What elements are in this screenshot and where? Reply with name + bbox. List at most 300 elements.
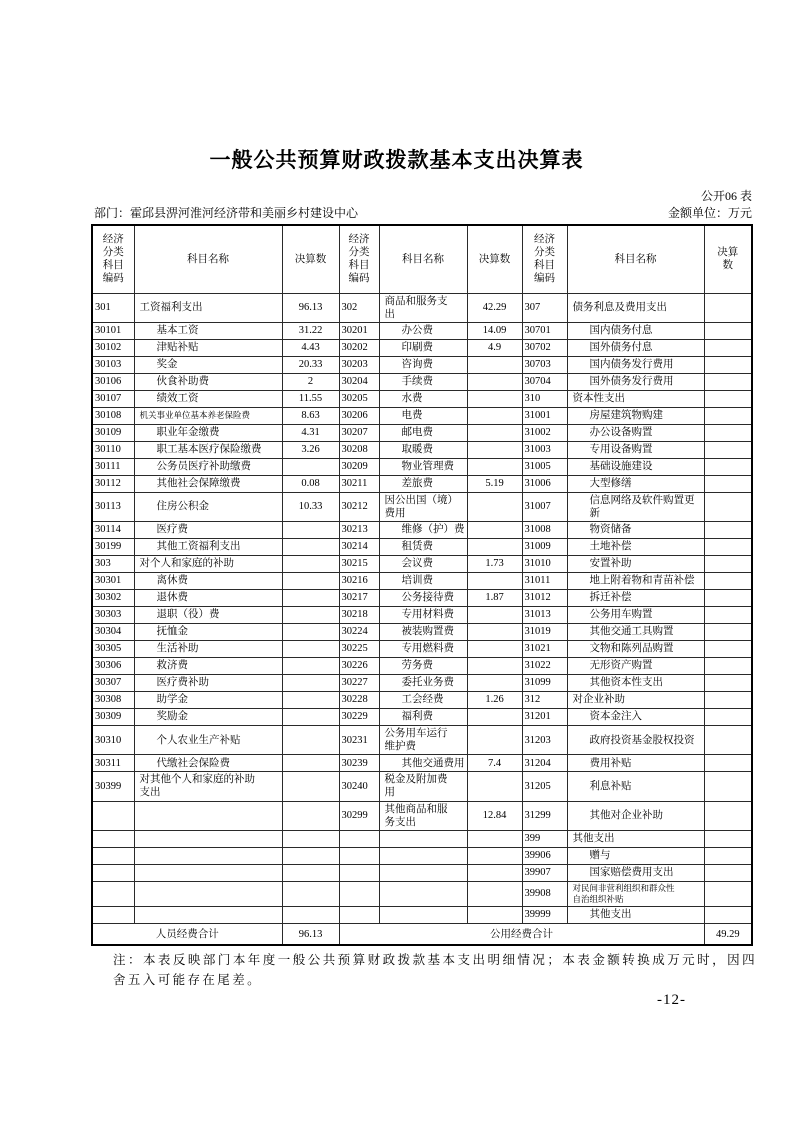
value-cell <box>704 293 752 322</box>
name-cell: 机关事业单位基本养老保险费 <box>134 407 282 424</box>
code-cell: 301 <box>92 293 134 322</box>
code-cell: 30701 <box>522 322 567 339</box>
value-cell <box>467 830 522 847</box>
value-cell: 4.43 <box>282 339 339 356</box>
code-cell: 39908 <box>522 881 567 906</box>
value-cell <box>282 590 339 607</box>
name-cell: 医疗费 <box>134 522 282 539</box>
code-cell: 307 <box>522 293 567 322</box>
name-cell: 租赁费 <box>379 539 467 556</box>
value-cell <box>704 356 752 373</box>
value-cell <box>467 675 522 692</box>
code-cell <box>92 847 134 864</box>
code-cell: 30213 <box>339 522 379 539</box>
name-cell: 咨询费 <box>379 356 467 373</box>
code-cell <box>92 830 134 847</box>
value-cell <box>467 726 522 755</box>
name-cell <box>379 881 467 906</box>
value-cell: 0.08 <box>282 475 339 492</box>
value-cell <box>704 607 752 624</box>
code-cell: 312 <box>522 692 567 709</box>
value-cell <box>282 607 339 624</box>
name-cell: 其他社会保障缴费 <box>134 475 282 492</box>
code-cell: 31299 <box>522 801 567 830</box>
value-cell <box>704 322 752 339</box>
value-cell <box>704 881 752 906</box>
value-cell <box>704 709 752 726</box>
table-code-label: 公开06 表 <box>700 189 752 203</box>
table-row <box>92 424 752 441</box>
name-cell: 房屋建筑物购建 <box>567 407 704 424</box>
name-cell: 政府投资基金股权投资 <box>567 726 704 755</box>
name-cell <box>379 847 467 864</box>
code-cell: 30704 <box>522 373 567 390</box>
value-cell <box>704 492 752 521</box>
value-cell <box>467 624 522 641</box>
value-cell <box>467 390 522 407</box>
header-value-2: 决算数 <box>467 225 522 293</box>
name-cell: 因公出国（境）费用 <box>379 492 467 521</box>
name-cell: 公务接待费 <box>379 590 467 607</box>
table-row <box>92 539 752 556</box>
name-cell <box>134 847 282 864</box>
value-cell <box>704 475 752 492</box>
code-cell: 39906 <box>522 847 567 864</box>
code-cell: 31203 <box>522 726 567 755</box>
name-cell: 救济费 <box>134 658 282 675</box>
code-cell: 31010 <box>522 556 567 573</box>
code-cell: 30309 <box>92 709 134 726</box>
value-cell <box>282 709 339 726</box>
name-cell: 对个人和家庭的补助 <box>134 556 282 573</box>
code-cell: 31003 <box>522 441 567 458</box>
value-cell <box>467 539 522 556</box>
table-row <box>92 755 752 772</box>
code-cell: 30303 <box>92 607 134 624</box>
value-cell <box>282 641 339 658</box>
table-row <box>92 641 752 658</box>
value-cell <box>704 522 752 539</box>
name-cell <box>134 906 282 923</box>
value-cell: 1.26 <box>467 692 522 709</box>
table-row <box>92 624 752 641</box>
value-cell <box>467 709 522 726</box>
table-row <box>92 339 752 356</box>
value-cell <box>704 424 752 441</box>
code-cell <box>339 906 379 923</box>
code-cell: 30101 <box>92 322 134 339</box>
value-cell <box>704 772 752 801</box>
name-cell: 伙食补助费 <box>134 373 282 390</box>
table-header-row <box>92 225 752 293</box>
code-cell: 30239 <box>339 755 379 772</box>
table-row <box>92 390 752 407</box>
name-cell: 基础设施建设 <box>567 458 704 475</box>
header-name-3: 科目名称 <box>567 225 704 293</box>
code-cell: 30111 <box>92 458 134 475</box>
code-cell: 39999 <box>522 906 567 923</box>
name-cell: 奖金 <box>134 356 282 373</box>
name-cell: 物业管理费 <box>379 458 467 475</box>
value-cell <box>704 801 752 830</box>
value-cell <box>704 906 752 923</box>
table-row <box>92 492 752 521</box>
code-cell <box>339 864 379 881</box>
name-cell: 被装购置费 <box>379 624 467 641</box>
value-cell <box>282 830 339 847</box>
budget-table <box>91 224 753 946</box>
table-row <box>92 864 752 881</box>
summary-row <box>92 923 752 945</box>
code-cell: 31021 <box>522 641 567 658</box>
table-row <box>92 692 752 709</box>
name-cell: 其他工资福利支出 <box>134 539 282 556</box>
code-cell: 30217 <box>339 590 379 607</box>
code-cell: 30112 <box>92 475 134 492</box>
code-cell: 30305 <box>92 641 134 658</box>
table-footer <box>92 923 752 945</box>
name-cell: 生活补助 <box>134 641 282 658</box>
value-cell <box>282 692 339 709</box>
value-cell <box>282 772 339 801</box>
code-cell <box>92 864 134 881</box>
table-row <box>92 441 752 458</box>
name-cell: 工会经费 <box>379 692 467 709</box>
name-cell: 商品和服务支出 <box>379 293 467 322</box>
code-cell: 30113 <box>92 492 134 521</box>
name-cell: 国外债务发行费用 <box>567 373 704 390</box>
value-cell: 3.26 <box>282 441 339 458</box>
value-cell <box>704 726 752 755</box>
table-row <box>92 293 752 322</box>
value-cell <box>282 556 339 573</box>
value-cell <box>467 522 522 539</box>
name-cell: 津贴补贴 <box>134 339 282 356</box>
public-total-value: 49.29 <box>704 923 752 945</box>
code-cell <box>339 847 379 864</box>
name-cell: 医疗费补助 <box>134 675 282 692</box>
code-cell: 30209 <box>339 458 379 475</box>
name-cell: 费用补贴 <box>567 755 704 772</box>
code-cell: 30201 <box>339 322 379 339</box>
code-cell: 30114 <box>92 522 134 539</box>
name-cell: 其他支出 <box>567 830 704 847</box>
name-cell: 取暖费 <box>379 441 467 458</box>
code-cell: 30199 <box>92 539 134 556</box>
note-text: 注：本表反映部门本年度一般公共预算财政拨款基本支出明细情况；本表金额转换成万元时，因四舍五入可能存在尾差。 <box>113 953 757 987</box>
code-cell: 30204 <box>339 373 379 390</box>
table-row <box>92 522 752 539</box>
table-row <box>92 772 752 801</box>
value-cell: 2 <box>282 373 339 390</box>
code-cell: 30703 <box>522 356 567 373</box>
value-cell: 8.63 <box>282 407 339 424</box>
value-cell: 5.19 <box>467 475 522 492</box>
value-cell: 11.55 <box>282 390 339 407</box>
table-row <box>92 556 752 573</box>
table-header <box>92 225 752 293</box>
value-cell <box>704 624 752 641</box>
table-row <box>92 709 752 726</box>
value-cell <box>282 864 339 881</box>
value-cell: 20.33 <box>282 356 339 373</box>
value-cell <box>704 441 752 458</box>
name-cell: 国家赔偿费用支出 <box>567 864 704 881</box>
name-cell: 离休费 <box>134 573 282 590</box>
name-cell: 专用燃料费 <box>379 641 467 658</box>
code-cell: 31008 <box>522 522 567 539</box>
code-cell: 302 <box>339 293 379 322</box>
header-code-2: 经济分类科目编码 <box>339 225 379 293</box>
name-cell: 资本性支出 <box>567 390 704 407</box>
code-cell: 30299 <box>339 801 379 830</box>
value-cell <box>704 407 752 424</box>
value-cell <box>467 864 522 881</box>
name-cell: 税金及附加费用 <box>379 772 467 801</box>
table-row <box>92 847 752 864</box>
value-cell <box>704 539 752 556</box>
code-cell: 30225 <box>339 641 379 658</box>
code-cell: 30208 <box>339 441 379 458</box>
code-cell: 31013 <box>522 607 567 624</box>
value-cell <box>282 522 339 539</box>
name-cell: 公务用车运行维护费 <box>379 726 467 755</box>
name-cell <box>379 830 467 847</box>
code-cell: 30205 <box>339 390 379 407</box>
code-cell <box>92 906 134 923</box>
table-row <box>92 458 752 475</box>
code-cell: 310 <box>522 390 567 407</box>
code-cell: 30301 <box>92 573 134 590</box>
public-total-label: 公用经费合计 <box>339 923 704 945</box>
table-row <box>92 356 752 373</box>
page-number: -12- <box>657 992 686 1008</box>
name-cell: 绩效工资 <box>134 390 282 407</box>
value-cell <box>704 556 752 573</box>
code-cell: 31012 <box>522 590 567 607</box>
value-cell: 7.4 <box>467 755 522 772</box>
code-cell: 39907 <box>522 864 567 881</box>
value-cell <box>467 441 522 458</box>
value-cell <box>467 772 522 801</box>
header-code-1: 经济分类科目编码 <box>92 225 134 293</box>
code-cell: 30702 <box>522 339 567 356</box>
table-row <box>92 322 752 339</box>
code-cell <box>339 830 379 847</box>
value-cell <box>282 906 339 923</box>
code-cell: 30215 <box>339 556 379 573</box>
unit-label: 金额单位：万元 <box>667 206 752 220</box>
value-cell <box>467 373 522 390</box>
value-cell <box>467 607 522 624</box>
value-cell <box>467 458 522 475</box>
code-cell: 30308 <box>92 692 134 709</box>
value-cell <box>467 424 522 441</box>
code-cell: 399 <box>522 830 567 847</box>
value-cell: 1.87 <box>467 590 522 607</box>
table-row <box>92 590 752 607</box>
name-cell: 安置补助 <box>567 556 704 573</box>
table-row <box>92 830 752 847</box>
table-row <box>92 658 752 675</box>
code-cell: 30211 <box>339 475 379 492</box>
value-cell <box>704 755 752 772</box>
code-cell: 30108 <box>92 407 134 424</box>
value-cell <box>467 356 522 373</box>
name-cell: 无形资产购置 <box>567 658 704 675</box>
value-cell: 1.73 <box>467 556 522 573</box>
value-cell <box>467 906 522 923</box>
name-cell: 国内债务发行费用 <box>567 356 704 373</box>
name-cell: 其他对企业补助 <box>567 801 704 830</box>
name-cell: 资本金注入 <box>567 709 704 726</box>
code-cell: 31006 <box>522 475 567 492</box>
name-cell: 手续费 <box>379 373 467 390</box>
value-cell <box>704 458 752 475</box>
name-cell: 对其他个人和家庭的补助支出 <box>134 772 282 801</box>
value-cell <box>704 573 752 590</box>
table-row <box>92 407 752 424</box>
name-cell: 其他商品和服务支出 <box>379 801 467 830</box>
code-cell: 31099 <box>522 675 567 692</box>
table-row <box>92 906 752 923</box>
code-cell <box>92 881 134 906</box>
code-cell: 31005 <box>522 458 567 475</box>
code-cell: 31019 <box>522 624 567 641</box>
name-cell: 水费 <box>379 390 467 407</box>
code-cell: 31201 <box>522 709 567 726</box>
value-cell <box>467 492 522 521</box>
code-cell: 30228 <box>339 692 379 709</box>
code-cell: 30307 <box>92 675 134 692</box>
value-cell <box>704 590 752 607</box>
code-cell: 30224 <box>339 624 379 641</box>
value-cell: 42.29 <box>467 293 522 322</box>
code-cell: 31009 <box>522 539 567 556</box>
code-cell: 30110 <box>92 441 134 458</box>
code-cell: 30310 <box>92 726 134 755</box>
page-title: 一般公共预算财政拨款基本支出决算表 <box>209 149 584 172</box>
value-cell <box>467 573 522 590</box>
name-cell: 信息网络及软件购置更新 <box>567 492 704 521</box>
meta-line <box>94 204 752 221</box>
name-cell: 福利费 <box>379 709 467 726</box>
name-cell: 专用材料费 <box>379 607 467 624</box>
name-cell: 电费 <box>379 407 467 424</box>
value-cell <box>282 881 339 906</box>
code-cell: 30306 <box>92 658 134 675</box>
value-cell <box>467 641 522 658</box>
value-cell <box>704 847 752 864</box>
name-cell: 赠与 <box>567 847 704 864</box>
code-cell: 30240 <box>339 772 379 801</box>
value-cell <box>704 339 752 356</box>
name-cell: 会议费 <box>379 556 467 573</box>
code-cell: 30216 <box>339 573 379 590</box>
header-code-3: 经济分类科目编码 <box>522 225 567 293</box>
name-cell <box>134 801 282 830</box>
name-cell: 利息补贴 <box>567 772 704 801</box>
budget-table-wrapper <box>91 224 753 946</box>
value-cell <box>282 658 339 675</box>
table-row <box>92 675 752 692</box>
name-cell: 办公费 <box>379 322 467 339</box>
code-cell: 30214 <box>339 539 379 556</box>
name-cell: 基本工资 <box>134 322 282 339</box>
value-cell <box>704 692 752 709</box>
code-cell: 31011 <box>522 573 567 590</box>
header-value-1: 决算数 <box>282 225 339 293</box>
code-cell: 303 <box>92 556 134 573</box>
value-cell <box>704 658 752 675</box>
name-cell: 其他交通工具购置 <box>567 624 704 641</box>
table-row <box>92 607 752 624</box>
code-cell: 30106 <box>92 373 134 390</box>
value-cell <box>704 373 752 390</box>
code-cell: 30207 <box>339 424 379 441</box>
code-cell: 30227 <box>339 675 379 692</box>
name-cell: 国外债务付息 <box>567 339 704 356</box>
name-cell: 委托业务费 <box>379 675 467 692</box>
table-body <box>92 293 752 923</box>
value-cell <box>704 830 752 847</box>
value-cell: 14.09 <box>467 322 522 339</box>
name-cell: 代缴社会保险费 <box>134 755 282 772</box>
name-cell: 对企业补助 <box>567 692 704 709</box>
table-row <box>92 373 752 390</box>
personnel-total-value: 96.13 <box>282 923 339 945</box>
name-cell: 拆迁补偿 <box>567 590 704 607</box>
name-cell: 奖励金 <box>134 709 282 726</box>
code-cell: 30302 <box>92 590 134 607</box>
value-cell <box>467 658 522 675</box>
value-cell <box>704 675 752 692</box>
value-cell <box>467 847 522 864</box>
name-cell: 职工基本医疗保险缴费 <box>134 441 282 458</box>
name-cell: 印刷费 <box>379 339 467 356</box>
name-cell <box>379 906 467 923</box>
name-cell: 维修（护）费 <box>379 522 467 539</box>
value-cell <box>704 864 752 881</box>
name-cell: 劳务费 <box>379 658 467 675</box>
value-cell <box>704 390 752 407</box>
value-cell: 4.9 <box>467 339 522 356</box>
value-cell <box>282 847 339 864</box>
code-cell: 30107 <box>92 390 134 407</box>
name-cell: 差旅费 <box>379 475 467 492</box>
value-cell: 12.84 <box>467 801 522 830</box>
value-cell <box>467 407 522 424</box>
code-cell: 30218 <box>339 607 379 624</box>
code-cell: 30109 <box>92 424 134 441</box>
value-cell: 4.31 <box>282 424 339 441</box>
value-cell: 96.13 <box>282 293 339 322</box>
name-cell: 物资储备 <box>567 522 704 539</box>
code-cell: 31001 <box>522 407 567 424</box>
code-cell: 31022 <box>522 658 567 675</box>
name-cell: 对民间非营利组织和群众性自治组织补贴 <box>567 881 704 906</box>
table-row <box>92 573 752 590</box>
code-cell: 31007 <box>522 492 567 521</box>
code-cell: 30229 <box>339 709 379 726</box>
value-cell <box>282 755 339 772</box>
code-cell: 31002 <box>522 424 567 441</box>
name-cell: 地上附着物和青苗补偿 <box>567 573 704 590</box>
name-cell <box>134 830 282 847</box>
value-cell: 31.22 <box>282 322 339 339</box>
value-cell <box>282 624 339 641</box>
name-cell: 大型修缮 <box>567 475 704 492</box>
